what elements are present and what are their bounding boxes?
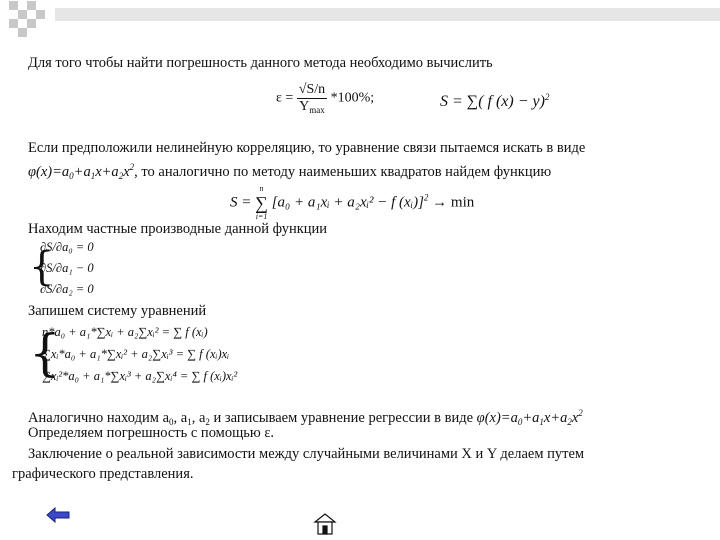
text-line-5: Запишем систему уравнений (28, 303, 207, 319)
back-arrow-button[interactable] (46, 506, 70, 524)
partial-row: ∂S/∂a₂ = 0 (40, 282, 94, 296)
back-arrow-icon (47, 508, 69, 522)
epsilon-formula: ε = $\frac{√S/n}{Y_{max}}$ *100%; (276, 82, 375, 115)
text-line-6: Аналогично находим $a_0$, $a_1$, $a_2$ и записываем уравнение регрессии в виде $\varphi(x)=a_0+a_1x+a_2x^2$ (28, 408, 583, 427)
home-button[interactable] (313, 513, 337, 535)
text-line-7: Определяем погрешность с помощью ε. (28, 425, 275, 441)
decorative-squares (0, 0, 720, 40)
s-min-formula: S = n ∑ i=1 [a₀ + a₁xᵢ + a₂xᵢ² − f (xᵢ)]$^2$ → min (230, 184, 475, 221)
system-row: ∑xᵢ²*a₀ + a₁*∑xᵢ³ + a₂∑xᵢ⁴ = ∑ f (xᵢ)xᵢ² (42, 369, 238, 383)
text-line-4: Находим частные производные данной функции (28, 221, 328, 237)
system-row: ∑xᵢ*a₀ + a₁*∑xᵢ² + a₂∑xᵢ³ = ∑ f (xᵢ)xᵢ (42, 347, 230, 361)
text-line-1: Для того чтобы найти погрешность данного метода необходимо вычислить (28, 55, 493, 71)
text-line-9: графического представления. (12, 466, 194, 482)
partials-brace: { (29, 244, 55, 290)
home-icon (315, 514, 335, 534)
partial-row: ∂S/∂a₁ − 0 (40, 261, 94, 275)
text-line-2: Если предположили нелинейную корреляцию, то уравнение связи пытаемся искать в виде (28, 140, 586, 156)
system-row: n*a₀ + a₁*∑xᵢ + a₂∑xᵢ² = ∑ f (xᵢ) (42, 325, 208, 339)
s-definition-formula: S = ∑( f (x) − y)$^2$ (440, 92, 550, 110)
system-brace: { (29, 324, 61, 382)
text-line-3: $\varphi(x)=a_0+a_1x+a_2x^2$, то аналогично по методу наименьших квадратов найдем функцию (28, 162, 552, 181)
text-line-8: Заключение о реальной зависимости между случайными величинами X и Y делаем путем (28, 446, 585, 462)
partial-row: ∂S/∂a₀ = 0 (40, 240, 94, 254)
